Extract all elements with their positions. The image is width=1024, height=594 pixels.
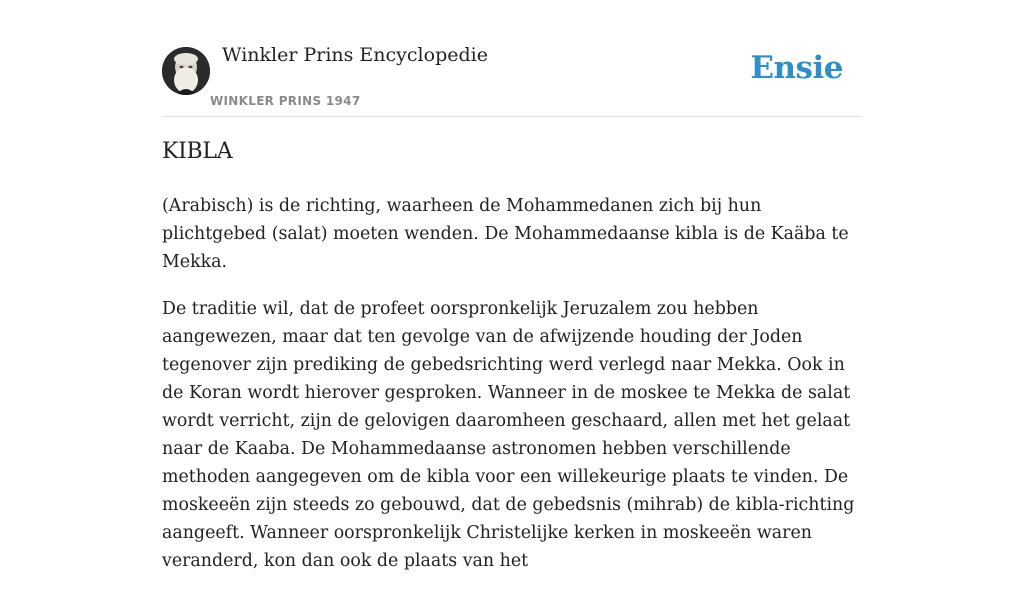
page-container — [162, 0, 862, 571]
article-paragraph: De traditie wil, dat de profeet oorspronkelijk Jeruzalem zou hebben aangewezen, maar dat ten gevolge van de afwijzende houding der Joden tegenover zijn prediking de gebedsrichting werd verlegd naar Mekka. Ook in de Koran wordt hierover gesproken. Wanneer in de moskee te Mekka de salat wordt verricht, zijn de gelovigen daaromheen geschaard, allen met het gelaat naar de Kaaba. De Mohammedaanse astronomen hebben verschillende methoden aangegeven om de kibla voor een willekeurige plaats te vinden. De moskeeën zijn steeds zo gebouwd, dat de gebedsnis (mihrab) de kibla-richting aangeeft. Wanneer oorspronkelijk Christelijke kerken in moskeeën waren veranderd, kon dan ook de plaats van het — [162, 299, 855, 571]
article-title: KIBLA — [162, 139, 233, 164]
article-body — [162, 192, 862, 594]
source-subtitle: WINKLER PRINS 1947 — [210, 94, 361, 108]
source-title-link[interactable]: Winkler Prins Encyclopedie — [222, 44, 488, 66]
article-paragraph: (Arabisch) is de richting, waarheen de Mohammedanen zich bij hun plichtgebed (salat) moeten wenden. De Mohammedaanse kibla is de Kaäba te Mekka. — [162, 196, 849, 272]
source-header — [162, 0, 862, 117]
portrait-avatar-icon[interactable] — [162, 47, 210, 95]
ensie-logo[interactable]: Ensie — [750, 50, 843, 86]
